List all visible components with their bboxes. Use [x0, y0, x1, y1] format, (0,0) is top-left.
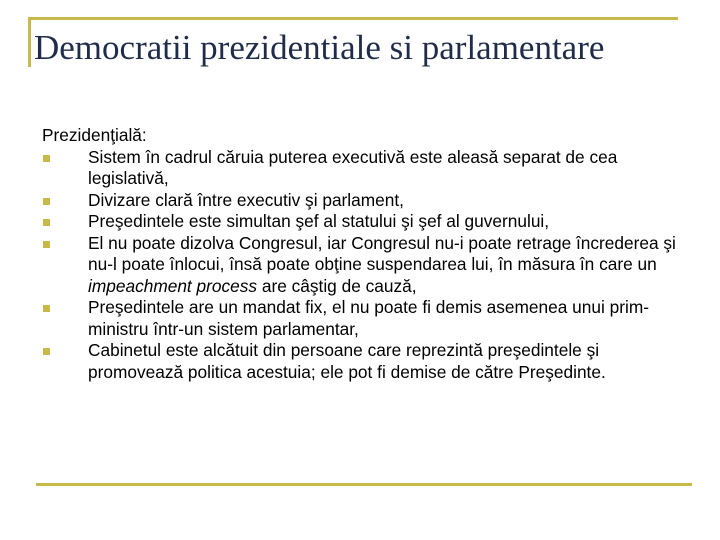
- square-bullet-icon: [43, 305, 50, 312]
- bullet-text-part: are câştig de cauză,: [257, 275, 417, 296]
- bullet-text: Preşedintele are un mandat fix, el nu poate fi demis asemenea unui prim-ministru într-un sistem parlamentar,: [88, 297, 649, 339]
- bullet-list: [42, 147, 692, 384]
- section-heading-colon: :: [141, 125, 147, 145]
- bullet-item: [42, 211, 692, 233]
- slide-content: [42, 125, 692, 383]
- square-bullet-icon: [43, 348, 50, 355]
- square-bullet-icon: [43, 219, 50, 226]
- section-heading-label: Prezidenţială: [42, 125, 142, 145]
- section-heading: [42, 125, 692, 147]
- square-bullet-icon: [43, 241, 50, 248]
- bullet-item: [42, 233, 692, 298]
- bullet-text: Preşedintele este simultan şef al statului şi şef al guvernului,: [88, 211, 550, 231]
- bullet-text: Divizare clară între executiv şi parlament,: [88, 189, 404, 210]
- bullet-text-part: El nu poate dizolva Congresul, iar Congresul nu-i poate retrage încrederea şi nu-l poate înlocui, însă poate obţine suspendarea lui, în măsura în care un: [88, 232, 676, 274]
- bullet-text-italic: impeachment process: [88, 275, 258, 296]
- bullet-text: Sistem în cadrul căruia puterea executivă este aleasă separat de cea legislativă,: [88, 146, 618, 188]
- bottom-divider: [36, 483, 692, 486]
- bullet-text: Cabinetul este alcătuit din persoane care reprezintă preşedintele şi promovează politica acestuia; ele pot fi demise de către Preşedinte.: [88, 340, 606, 382]
- bullet-item: [42, 340, 692, 383]
- bullet-item: [42, 297, 692, 340]
- square-bullet-icon: [43, 155, 50, 162]
- bullet-item: [42, 190, 692, 212]
- square-bullet-icon: [43, 198, 50, 205]
- slide-title: Democratii prezidentiale si parlamentare: [34, 28, 605, 67]
- bullet-item: [42, 147, 692, 190]
